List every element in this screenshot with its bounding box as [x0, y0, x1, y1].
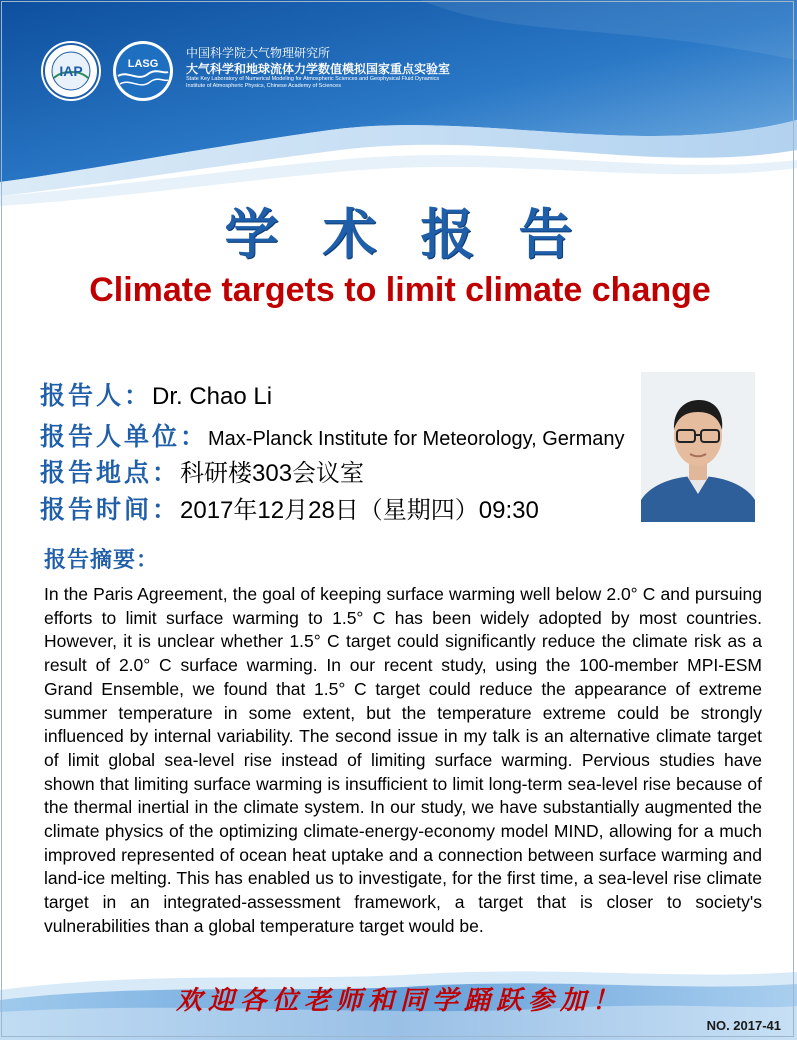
time-value: 2017年12月28日（星期四）09:30	[180, 497, 539, 524]
location-label: 报告地点：	[40, 459, 181, 487]
institute-name-en: Institute of Atmospheric Physics, Chinese Academy of Sciences	[186, 83, 341, 89]
location-row	[40, 453, 364, 489]
time-label: 报告时间：	[40, 496, 181, 524]
iap-logo-text: IAP	[59, 63, 83, 79]
affiliation-value: Max-Planck Institute for Meteorology, Germany	[208, 428, 625, 450]
abstract-label: 报告摘要：	[44, 547, 160, 572]
header-wave-background	[0, 0, 797, 220]
lasg-logo-text: LASG	[127, 58, 159, 70]
affiliation-row	[40, 417, 624, 453]
speaker-label: 报告人：	[40, 382, 153, 410]
institute-name-cn: 中国科学院大气物理研究所	[186, 46, 331, 60]
lasg-logo	[112, 40, 174, 102]
affiliation-label: 报告人单位：	[40, 423, 209, 451]
main-title: 学术报告	[224, 202, 617, 266]
time-row	[40, 490, 539, 526]
abstract-text: In the Paris Agreement, the goal of keeping surface warming well below 2.0° C and pursuing efforts to limit surface warming to 1.5° C has been widely adopted by most countries. However, it is unclear whether 1.5° C target could significantly reduce the climate risk as a result of 2.0° C surface warming. In our recent study, using the 100-member MPI-ESM Grand Ensemble, we found that 1.5° C target could reduce the appearance of extreme summer temperature in some extent, but the temperature extreme could be strongly influenced by internal variability. The second issue in my talk is an alternative climate target of limit global sea-level rise instead of limiting surface warming. Pervious studies have shown that limiting surface warming is insufficient to limit long-term sea-level rise because of the thermal inertial in the climate system. In our study, we have substantially augmented the climate physics of the optimizing climate-energy-economy model MIND, allowing for a much improved represented of ocean heat uptake and a connection between surface warming and land-ice melting. This has enabled us to investigate, for the first time, a sea-level rise climate target in an integrated-assessment framework, a target that is closer to society's vulnerabilities than a global temperature target would be.	[44, 584, 762, 936]
iap-logo	[40, 40, 102, 102]
report-number: NO. 2017-41	[706, 1018, 781, 1033]
welcome-message: 欢迎各位老师和同学踊跃参加！	[175, 986, 624, 1016]
laboratory-name-en: State Key Laboratory of Numerical Modeling for Atmospheric Sciences and Geophysical Fluid Dynamics	[186, 76, 440, 82]
location-value: 科研楼303会议室	[180, 460, 365, 487]
laboratory-name-cn: 大气科学和地球流体力学数值模拟国家重点实验室	[186, 62, 451, 76]
speaker-row	[40, 376, 272, 412]
speaker-name: Dr. Chao Li	[152, 383, 273, 410]
speaker-photo	[641, 372, 755, 522]
talk-title: Climate targets to limit climate change	[89, 271, 711, 309]
